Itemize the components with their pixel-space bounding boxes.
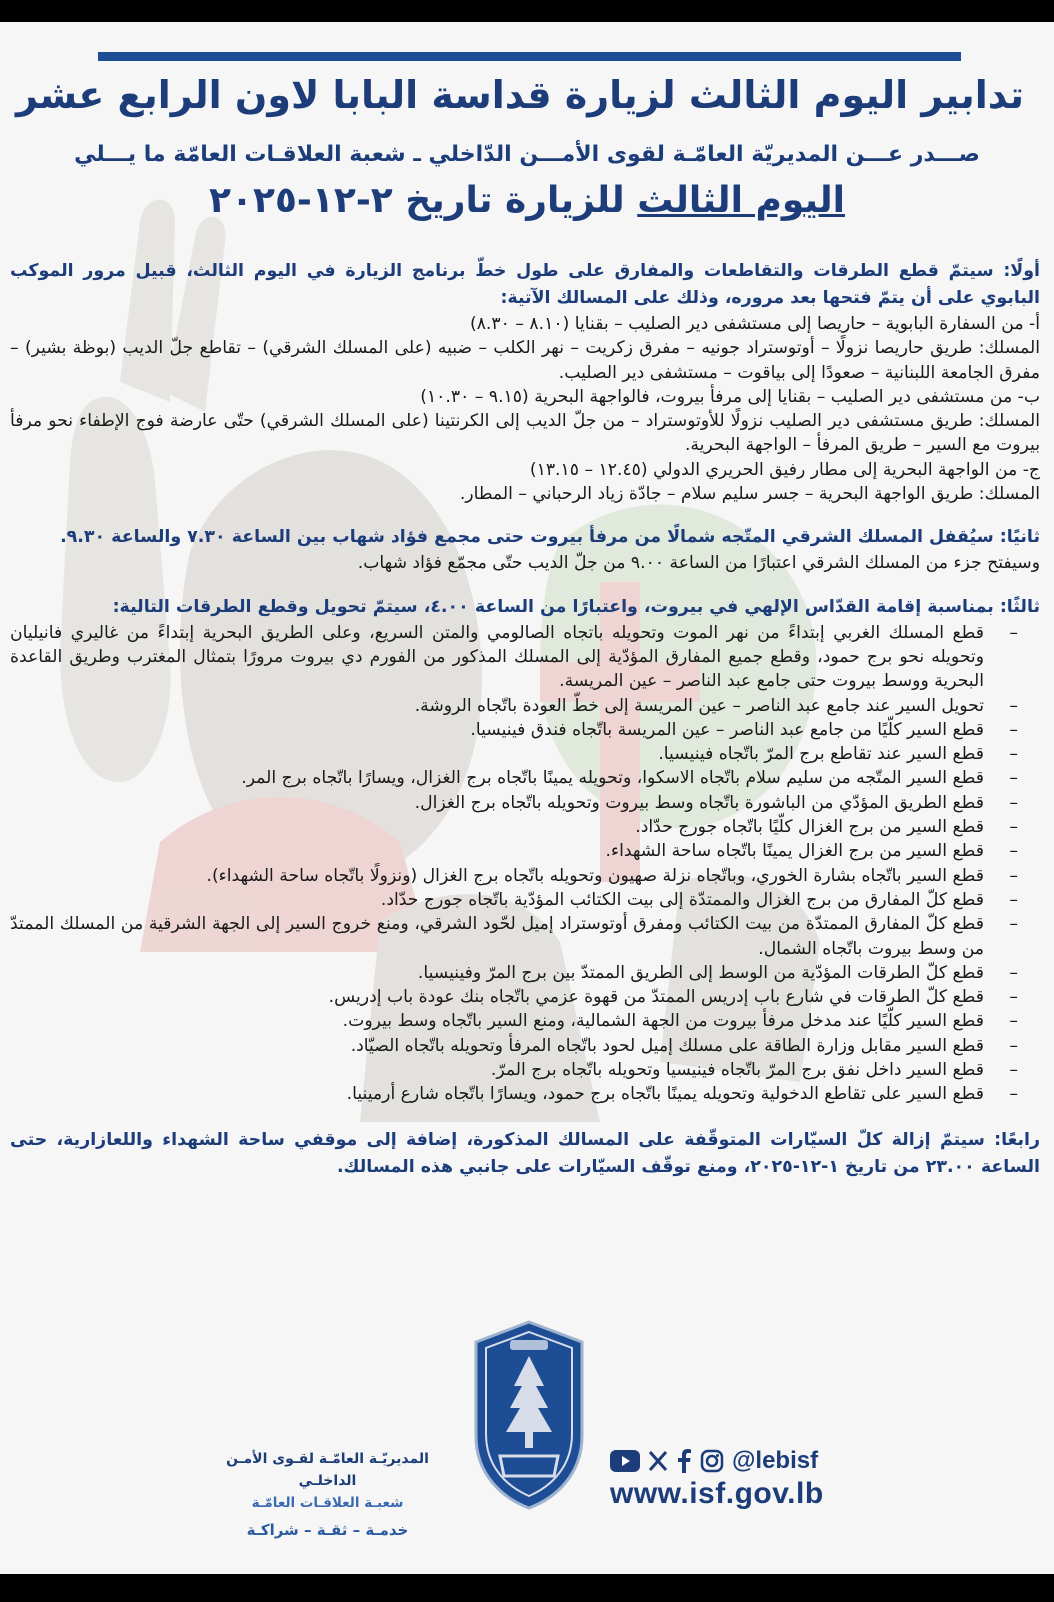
road-closure-list bbox=[10, 621, 1040, 1107]
social-handle[interactable]: @lebisf bbox=[732, 1447, 819, 1474]
announcement-body bbox=[10, 258, 1040, 1181]
header-accent-bar bbox=[98, 52, 961, 61]
list-item: – قطع كلّ المفارق الممتدّة من بيت الكتائب ومفرق أوتوستراد إميل لحّود الشرقي، ومنع خروج السير إلى الجهة الشرقية من المسلك الممتدّ من وسط بيروت باتّجاه الشمال. bbox=[10, 912, 1040, 961]
list-item: – قطع السير كلّيًا عند مدخل مرفأ بيروت من الجهة الشمالية، ومنع السير باتّجاه وسط بيروت. bbox=[10, 1009, 1040, 1033]
section-second-text: وسيفتح جزء من المسلك الشرقي اعتبارًا من الساعة ٩.٠٠ من جلّ الديب حتّى مجمّع فؤاد شهاب. bbox=[357, 553, 1040, 574]
instagram-icon[interactable] bbox=[700, 1449, 724, 1473]
list-item: – قطع السير عند تقاطع برج المرّ باتّجاه فينيسيا. bbox=[10, 742, 1040, 766]
list-item: – قطع السير باتّجاه بشارة الخوري، وباتّجاه نزلة صهيون وتحويله باتّجاه برج الغزال (ونزولًا باتّجاه ساحة الشهداء). bbox=[10, 864, 1040, 888]
list-item: – قطع السير المتّجه من سليم سلام باتّجاه الاسكوا، وتحويله يمينًا باتّجاه برج الغزال، ويسارًا باتّجاه برج المر. bbox=[10, 766, 1040, 790]
document-page bbox=[0, 22, 1054, 1574]
footer-social bbox=[610, 1447, 850, 1511]
list-item: – قطع السير من برج الغزال كلّيًا باتّجاه جورج حدّاد. bbox=[10, 815, 1040, 839]
section-fourth-heading: رابعًا: سيتمّ إزالة كلّ السيّارات المتوقّفة على المسالك المذكورة، إضافة إلى موقفي ساحة الشهداء واللعازارية، حتى الساعة ٢٣.٠٠ من تاريخ ١-١٢-٢٠٢٥، ومنع توقّف السيّارات على جانبي هذه المسالك. bbox=[10, 1129, 1040, 1177]
section-third bbox=[10, 594, 1040, 1107]
section-third-heading: ثالثًا: بمناسبة إقامة القدّاس الإلهي في بيروت، واعتبارًا من الساعة ٤.٠٠، سيتمّ تحويل وقطع الطرقات التالية: bbox=[112, 596, 1040, 617]
facebook-icon[interactable] bbox=[676, 1449, 692, 1473]
route-c-path: المسلك: طريق الواجهة البحرية – جسر سليم سلام – جادّة زياد الرحباني – المطار. bbox=[459, 484, 1040, 505]
route-a-title: أ- من السفارة البابوية – حاريصا إلى مستشفى دير الصليب – بقنايا (٨.١٠ – ٨.٣٠) bbox=[469, 314, 1040, 334]
list-item: – قطع كلّ الطرقات في شارع باب إدريس الممتدّ من قهوة عزمي باتّجاه بنك عودة باب إدريس. bbox=[10, 985, 1040, 1009]
list-item: – قطع السير داخل نفق برج المرّ باتّجاه فينيسيا وتحويله باتّجاه برج المرّ. bbox=[10, 1058, 1040, 1082]
footer-organization bbox=[195, 1448, 460, 1542]
list-item: – قطع الطريق المؤدّي من الباشورة باتّجاه وسط بيروت وتحويله باتّجاه برج الغزال. bbox=[10, 791, 1040, 815]
page-title: تدابير اليوم الثالث لزيارة قداسة البابا لاون الرابع عشر bbox=[16, 73, 1024, 117]
route-b-title: ب- من مستشفى دير الصليب – بقنايا إلى مرفأ بيروت، فالواجهة البحرية (٩.١٥ – ١٠.٣٠) bbox=[420, 386, 1040, 407]
footer-org-department: شعبـة العلاقـات العامّـة bbox=[251, 1495, 404, 1511]
day-heading-label: اليوم الثالث bbox=[637, 180, 845, 221]
section-second-heading: ثانيًا: سيُقفل المسلك الشرقي المتّجه شمالًا من مرفأ بيروت حتى مجمع فؤاد شهاب بين الساعة ٧.٣٠ والساعة ٩.٣٠. bbox=[60, 527, 1040, 548]
website-link[interactable]: www.isf.gov.lb bbox=[610, 1477, 824, 1510]
x-icon[interactable] bbox=[648, 1450, 668, 1472]
day-heading bbox=[160, 180, 894, 221]
list-item: – قطع كلّ الطرقات المؤدّية من الوسط إلى الطريق الممتدّ بين برج المرّ وفينيسيا. bbox=[10, 961, 1040, 985]
route-a-path: المسلك: طريق حاريصا نزولًا – أوتوستراد جونيه – مفرق زكريت – نهر الكلب – ضبيه (على المسلك الشرقي) – تقاطع جلّ الديب (بوظة بشير) – مفرق الجامعة اللبنانية – صعودًا إلى بياقوت – مستشفى دير الصليب. bbox=[10, 338, 1040, 383]
footer-motto: خدمـة – ثقـة – شراكـة bbox=[246, 1521, 409, 1539]
section-first-heading: أولًا: سيتمّ قطع الطرقات والتقاطعات والمفارق على طول خطّ برنامج الزيارة في اليوم الثالث، قبيل مرور الموكب البابوي على أن يتمّ فتحها بعد مروره، وذلك على المسالك الآتية: bbox=[10, 261, 1040, 308]
issuer-line: صـــدر عـــن المديريّة العامّـة لقوى الأمـــن الدّاخلي ـ شعبة العلاقـات العامّة ما يـــلي bbox=[74, 142, 980, 167]
list-item: – قطع السير من برج الغزال يمينًا باتّجاه ساحة الشهداء. bbox=[10, 839, 1040, 863]
list-item: – قطع السير على تقاطع الدخولية وتحويله يمينًا باتّجاه برج حمود، ويسارًا باتّجاه شارع أرمينيا. bbox=[10, 1082, 1040, 1106]
route-c-title: ج- من الواجهة البحرية إلى مطار رفيق الحريري الدولي (١٢.٤٥ – ١٣.١٥) bbox=[529, 459, 1040, 480]
list-item: – قطع السير مقابل وزارة الطاقة على مسلك إميل لحود باتّجاه المرفأ وتحويله باتّجاه الصيّاد. bbox=[10, 1034, 1040, 1058]
list-item: – قطع كلّ المفارق من برج الغزال والممتدّة إلى بيت الكتائب المؤدّية باتّجاه جورج حدّاد. bbox=[10, 888, 1040, 912]
section-fourth bbox=[10, 1127, 1040, 1181]
isf-emblem-icon bbox=[470, 1316, 588, 1512]
youtube-icon[interactable] bbox=[610, 1450, 640, 1472]
day-heading-date: للزيارة تاريخ ٢-١٢-٢٠٢٥ bbox=[209, 180, 638, 221]
section-first bbox=[10, 258, 1040, 506]
section-second bbox=[10, 524, 1040, 575]
list-item: – تحويل السير عند جامع عبد الناصر – عين المريسة إلى خطّ العودة باتّجاه الروشة. bbox=[10, 694, 1040, 718]
list-item: – قطع السير كلّيًا من جامع عبد الناصر – عين المريسة باتّجاه فندق فينيسيا. bbox=[10, 718, 1040, 742]
route-b-path: المسلك: طريق مستشفى دير الصليب نزولًا للأوتوستراد – من جلّ الديب إلى الكرنتينا (على المسلك الشرقي) حتّى عارضة فوج الإطفاء نحو مرفأ بيروت مع السير – طريق المرفأ – الواجهة البحرية. bbox=[10, 411, 1040, 456]
list-item: – قطع المسلك الغربي إبتداءً من نهر الموت وتحويله باتجاه الصالومي والمتن السريع، وعلى الطريق البحرية إبتداءً من غاليري فانيليان وتحويله نحو برج حمود، وقطع جميع المفارق المؤدّية إلى المسلك المذكور من الفورم دي بيروت مرورًا بتمثال المغترب وطريق القاعدة البحرية ووسط بيروت حتى جامع عبد الناصر – عين المريسة. bbox=[10, 621, 1040, 694]
footer-org-name: المديريّـة العامّـة لقـوى الأمـن الداخلـي bbox=[226, 1451, 429, 1489]
